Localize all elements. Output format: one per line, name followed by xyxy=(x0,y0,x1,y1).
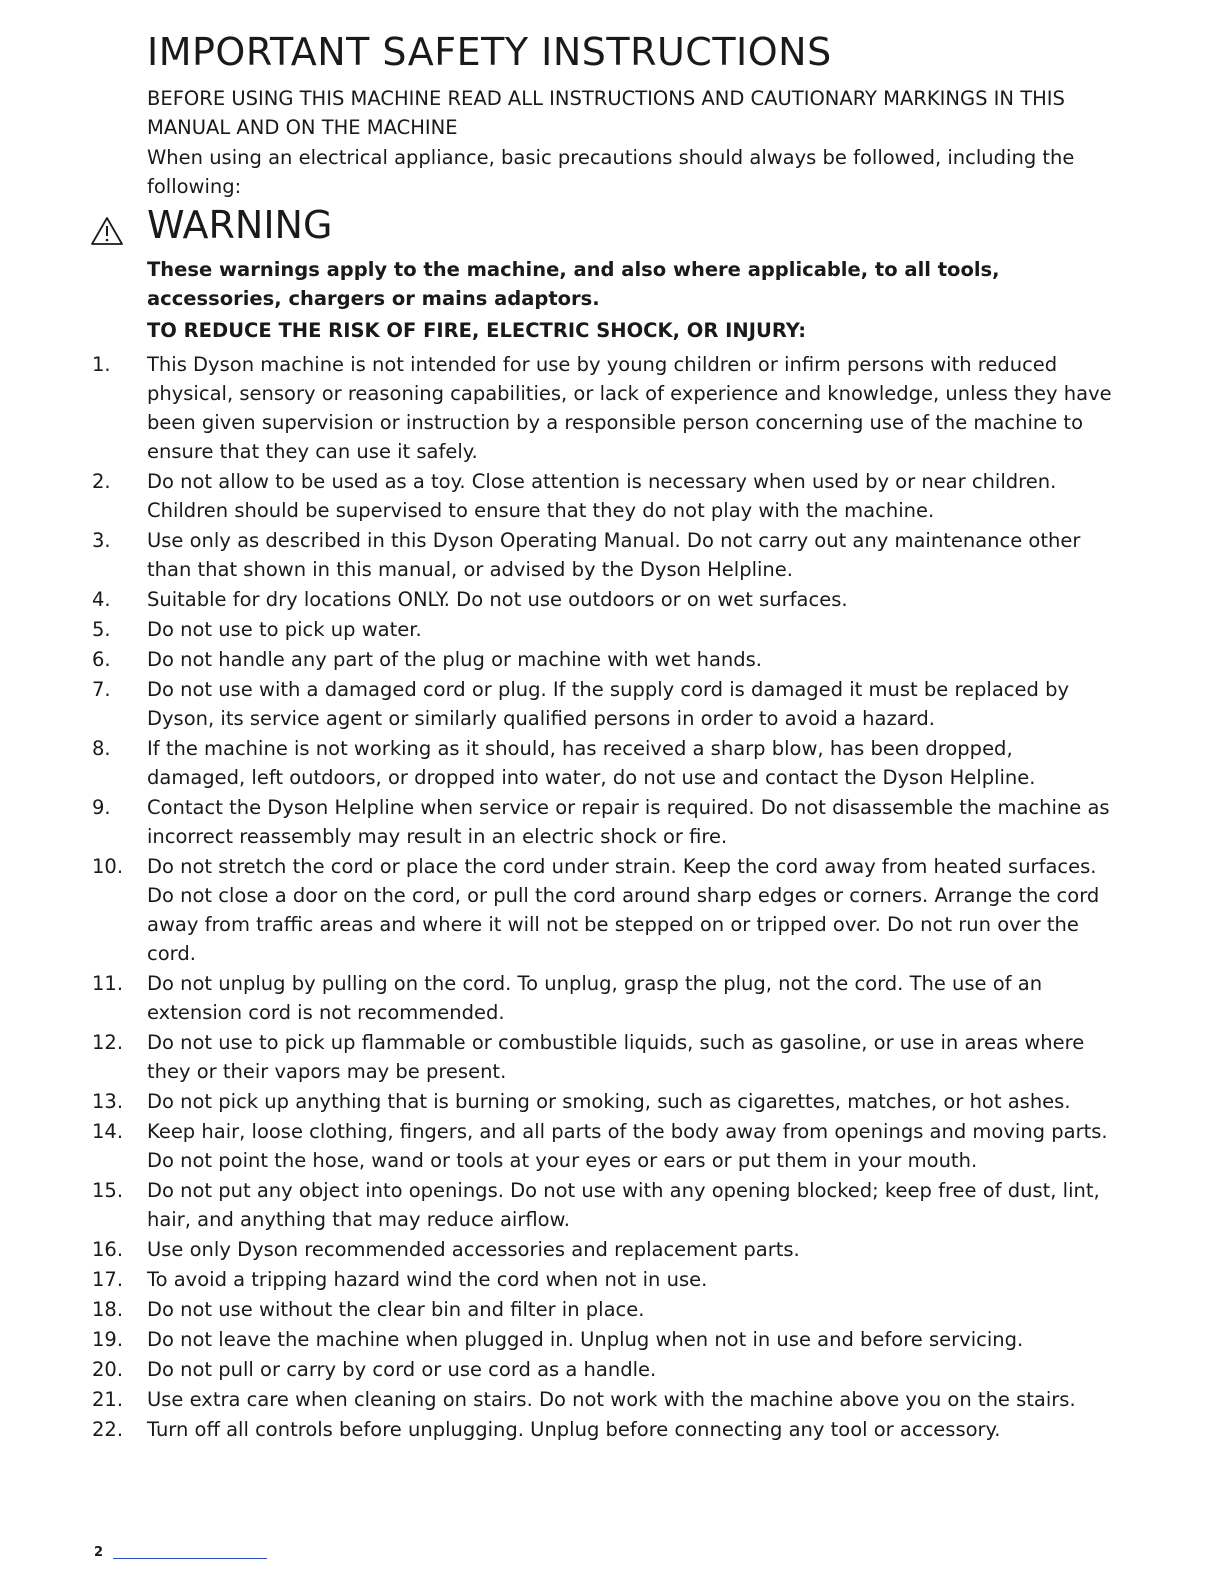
footer-rule xyxy=(113,1558,267,1559)
instruction-item xyxy=(92,526,1112,584)
instruction-text: Use only as described in this Dyson Operating Manual. Do not carry out any maintenance other than that shown in this manual, or advised by the Dyson Helpline. xyxy=(147,529,1081,581)
instruction-item xyxy=(92,350,1112,466)
instruction-text: Use extra care when cleaning on stairs. Do not work with the machine above you on the stairs. xyxy=(147,1388,1076,1411)
instruction-item xyxy=(92,1087,1112,1116)
instruction-number: 19. xyxy=(92,1328,124,1351)
instruction-number: 5. xyxy=(92,618,111,641)
instruction-number: 9. xyxy=(92,796,111,819)
instruction-item xyxy=(92,1385,1112,1414)
instruction-text: Contact the Dyson Helpline when service or repair is required. Do not disassemble the machine as incorrect reassembly may result in an electric shock or fire. xyxy=(147,796,1110,848)
instruction-item xyxy=(92,585,1112,614)
warning-heading: WARNING xyxy=(147,203,333,247)
instruction-text: To avoid a tripping hazard wind the cord when not in use. xyxy=(147,1268,708,1291)
instruction-text: Do not unplug by pulling on the cord. To unplug, grasp the plug, not the cord. The use of an extension cord is not recommended. xyxy=(147,972,1043,1024)
instruction-number: 11. xyxy=(92,972,124,995)
instruction-text: Do not use to pick up flammable or combustible liquids, such as gasoline, or use in areas where they or their vapors may be present. xyxy=(147,1031,1085,1083)
instruction-number: 15. xyxy=(92,1179,124,1202)
instruction-item xyxy=(92,675,1112,733)
instruction-text: Use only Dyson recommended accessories and replacement parts. xyxy=(147,1238,800,1261)
instruction-item xyxy=(92,615,1112,644)
instruction-text: Do not put any object into openings. Do not use with any opening blocked; keep free of dust, lint, hair, and anything that may reduce airflow. xyxy=(147,1179,1100,1231)
instruction-item xyxy=(92,969,1112,1027)
instruction-number: 1. xyxy=(92,353,111,376)
instruction-item xyxy=(92,1265,1112,1294)
instruction-number: 7. xyxy=(92,678,111,701)
instruction-item xyxy=(92,1355,1112,1384)
page-number: 2 xyxy=(94,1545,104,1560)
instruction-text: Do not leave the machine when plugged in. Unplug when not in use and before servicing. xyxy=(147,1328,1024,1351)
instruction-item xyxy=(92,1295,1112,1324)
instruction-number: 3. xyxy=(92,529,111,552)
instruction-number: 16. xyxy=(92,1238,124,1261)
warning-triangle-icon xyxy=(90,216,124,246)
instruction-number: 13. xyxy=(92,1090,124,1113)
page-title: IMPORTANT SAFETY INSTRUCTIONS xyxy=(147,30,832,74)
instruction-text: Do not use without the clear bin and filter in place. xyxy=(147,1298,645,1321)
instruction-item xyxy=(92,1415,1112,1444)
instruction-number: 22. xyxy=(92,1418,124,1441)
instruction-list xyxy=(92,350,1112,1445)
intro-text: When using an electrical appliance, basic precautions should always be followed, including the following: xyxy=(147,146,1075,198)
instruction-item xyxy=(92,1325,1112,1354)
instruction-item xyxy=(92,467,1112,525)
instruction-text: Keep hair, loose clothing, fingers, and all parts of the body away from openings and moving parts. Do not point the hose, wand or tools at your eyes or ears or put them in your mouth. xyxy=(147,1120,1108,1172)
instruction-text: If the machine is not working as it should, has received a sharp blow, has been dropped, damaged, left outdoors, or dropped into water, do not use and contact the Dyson Helpline. xyxy=(147,737,1036,789)
instruction-item xyxy=(92,734,1112,792)
instruction-text: Do not allow to be used as a toy. Close attention is necessary when used by or near children. Children should be supervised to ensure that they do not play with the machine. xyxy=(147,470,1057,522)
instruction-number: 2. xyxy=(92,470,111,493)
instruction-number: 20. xyxy=(92,1358,124,1381)
instruction-item xyxy=(92,1028,1112,1086)
instruction-text: Turn off all controls before unplugging. Unplug before connecting any tool or accessory. xyxy=(147,1418,1001,1441)
instruction-item xyxy=(92,852,1112,968)
instruction-text: This Dyson machine is not intended for use by young children or infirm persons with reduced physical, sensory or reasoning capabilities, or lack of experience and knowledge, unless they have been given supervision or instruction by a responsible person concerning use of the machine to ensure that they can use it safely. xyxy=(147,353,1112,463)
instruction-text: Do not pick up anything that is burning or smoking, such as cigarettes, matches, or hot ashes. xyxy=(147,1090,1071,1113)
instruction-text: Do not use with a damaged cord or plug. If the supply cord is damaged it must be replaced by Dyson, its service agent or similarly qualified persons in order to avoid a hazard. xyxy=(147,678,1069,730)
instruction-item xyxy=(92,1117,1112,1175)
instruction-text: Do not stretch the cord or place the cord under strain. Keep the cord away from heated surfaces. Do not close a door on the cord, or pull the cord around sharp edges or corners. Arrange the cord away from traffic areas and where it will not be stepped on or tripped over. Do not run over the cord. xyxy=(147,855,1100,965)
instruction-text: Do not pull or carry by cord or use cord as a handle. xyxy=(147,1358,657,1381)
instruction-number: 18. xyxy=(92,1298,124,1321)
instruction-number: 10. xyxy=(92,855,124,878)
instruction-number: 8. xyxy=(92,737,111,760)
instruction-text: Do not use to pick up water. xyxy=(147,618,422,641)
instruction-item xyxy=(92,1235,1112,1264)
instruction-text: Do not handle any part of the plug or machine with wet hands. xyxy=(147,648,763,671)
instruction-number: 14. xyxy=(92,1120,124,1143)
instruction-number: 4. xyxy=(92,588,111,611)
intro-caps-notice: BEFORE USING THIS MACHINE READ ALL INSTRUCTIONS AND CAUTIONARY MARKINGS IN THIS MANUAL AND ON THE MACHINE xyxy=(147,87,1065,139)
instruction-number: 12. xyxy=(92,1031,124,1054)
instruction-item xyxy=(92,1176,1112,1234)
instruction-number: 21. xyxy=(92,1388,124,1411)
instruction-text: Suitable for dry locations ONLY. Do not use outdoors or on wet surfaces. xyxy=(147,588,848,611)
instruction-number: 6. xyxy=(92,648,111,671)
reduce-risk-heading: TO REDUCE THE RISK OF FIRE, ELECTRIC SHOCK, OR INJURY: xyxy=(147,319,807,342)
warning-description: These warnings apply to the machine, and also where applicable, to all tools, accessories, chargers or mains adaptors. xyxy=(147,258,1000,310)
instruction-number: 17. xyxy=(92,1268,124,1291)
instruction-item xyxy=(92,793,1112,851)
instruction-item xyxy=(92,645,1112,674)
